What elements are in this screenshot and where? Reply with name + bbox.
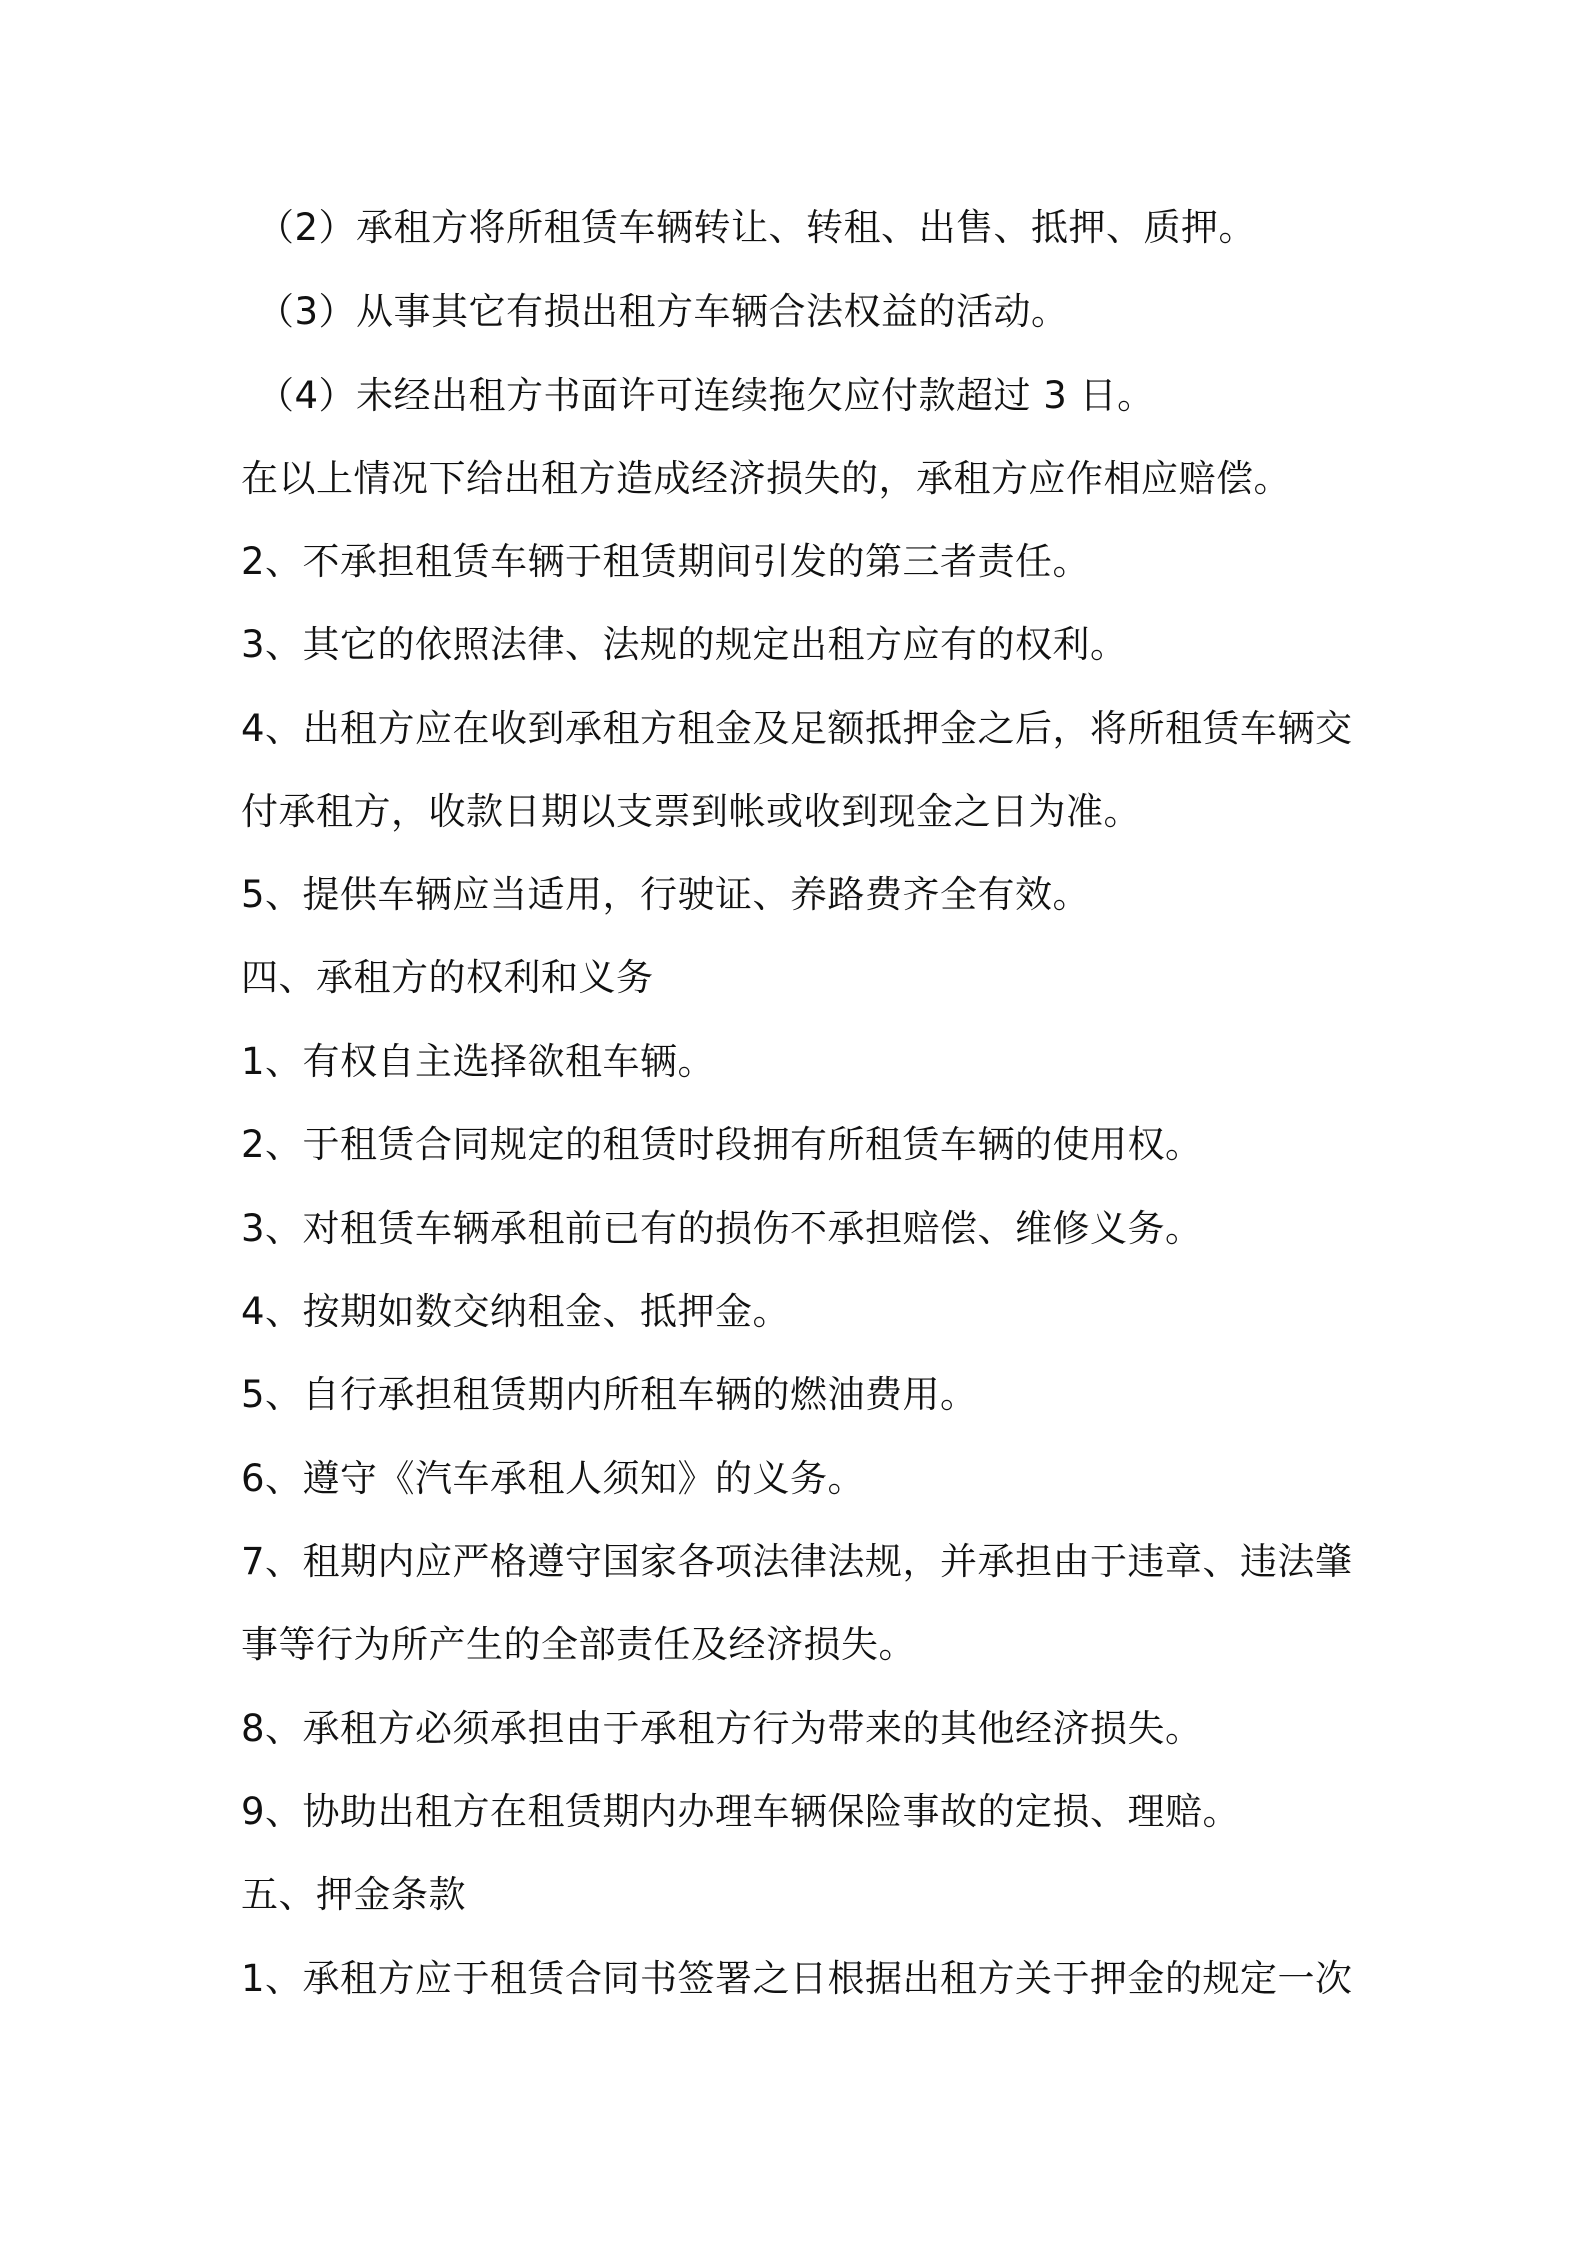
lessor-item-3: 3、其它的依照法律、法规的规定出租方应有的权利。 [241,623,1128,666]
clause-3-2: （2）承租方将所租赁车辆转让、转租、出售、抵押、质押。 [257,206,1257,249]
lessee-item-4: 4、按期如数交纳租金、抵押金。 [241,1290,791,1333]
lessee-item-7-line-1: 7、租期内应严格遵守国家各项法律法规，并承担由于违章、违法肇 [241,1540,1353,1583]
clause-3-3: （3）从事其它有损出租方车辆合法权益的活动。 [257,290,1069,333]
lessor-item-4-line-2: 付承租方，收款日期以支票到帐或收到现金之日为准。 [241,790,1141,833]
lessee-item-2: 2、于租赁合同规定的租赁时段拥有所租赁车辆的使用权。 [241,1123,1203,1166]
compensation-paragraph: 在以上情况下给出租方造成经济损失的，承租方应作相应赔偿。 [241,457,1291,500]
lessor-item-2: 2、不承担租赁车辆于租赁期间引发的第三者责任。 [241,540,1091,583]
lessee-item-1: 1、有权自主选择欲租车辆。 [241,1040,716,1083]
lessee-item-5: 5、自行承担租赁期内所租车辆的燃油费用。 [241,1373,978,1416]
lessee-item-3: 3、对租赁车辆承租前已有的损伤不承担赔偿、维修义务。 [241,1207,1203,1250]
clause-3-4: （4）未经出租方书面许可连续拖欠应付款超过 3 日。 [257,374,1155,417]
lessor-item-5: 5、提供车辆应当适用，行驶证、养路费齐全有效。 [241,873,1091,916]
lessee-item-6: 6、遵守《汽车承租人须知》的义务。 [241,1457,866,1500]
lessee-item-7-line-2: 事等行为所产生的全部责任及经济损失。 [241,1623,916,1666]
section-five-heading: 五、押金条款 [241,1873,466,1916]
deposit-item-1-line-1: 1、承租方应于租赁合同书签署之日根据出租方关于押金的规定一次 [241,1957,1353,2000]
lessee-item-8: 8、承租方必须承担由于承租方行为带来的其他经济损失。 [241,1707,1203,1750]
section-four-heading: 四、承租方的权利和义务 [241,956,654,999]
lessor-item-4-line-1: 4、出租方应在收到承租方租金及足额抵押金之后，将所租赁车辆交 [241,707,1353,750]
lessee-item-9: 9、协助出租方在租赁期内办理车辆保险事故的定损、理赔。 [241,1790,1241,1833]
